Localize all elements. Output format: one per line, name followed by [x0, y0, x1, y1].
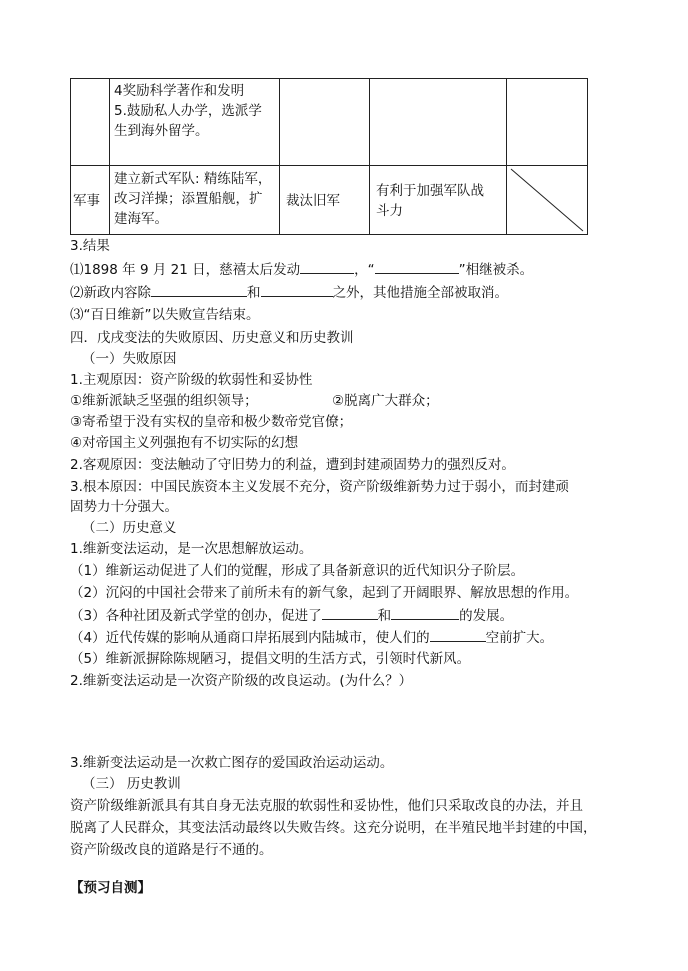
table-cell: [71, 166, 110, 235]
cell-line: 军事: [73, 193, 100, 209]
table-cell: [110, 166, 280, 235]
text: 的发展。: [459, 608, 514, 624]
subsection-heading: （二）历史意义: [82, 520, 177, 536]
diagonal-line: [507, 166, 587, 234]
text-line: 3.根本原因：中国民族资本主义发展不充分，资产阶级维新势力过于弱小，而封建顽: [70, 479, 569, 495]
table-cell: [71, 79, 110, 166]
section-heading: 四．戊戌变法的失败原因、历史意义和历史教训: [70, 330, 354, 346]
subsection-heading: （一）失败原因: [82, 351, 177, 367]
fill-blank-line: [70, 259, 533, 280]
text: ⑵新政内容除: [70, 285, 151, 301]
cell-line: 裁汰旧军: [286, 193, 340, 209]
section-heading: 【预习自测】: [70, 880, 151, 896]
blank[interactable]: [375, 259, 459, 274]
text: 和: [377, 608, 392, 624]
blank[interactable]: [151, 282, 247, 297]
text: ②脱离广大群众；: [332, 393, 439, 409]
text: ⑴1898 年 9 月 21 日，慈禧太后发动: [70, 262, 301, 278]
cell-line: 改习洋操；添置船舰，扩: [114, 191, 263, 207]
blank[interactable]: [261, 282, 333, 297]
cell-line: 建海军。: [114, 211, 168, 227]
subsection-heading: （三） 历史教训: [82, 776, 181, 792]
cell-line: 生到海外留学。: [114, 123, 209, 139]
text-line: （1）维新运动促进了人们的觉醒，形成了具备新意识的近代知识分子阶层。: [70, 563, 525, 579]
text-line: 1.维新变法运动，是一次思想解放运动。: [70, 541, 313, 557]
text-line: 资产阶级改良的道路是行不通的。: [70, 842, 273, 858]
table-cell: [370, 79, 507, 166]
text-line: ⑶“百日维新”以失败宣告结束。: [70, 307, 260, 323]
text: （4）近代传媒的影响从通商口岸拓展到内陆城市，使人们的: [70, 630, 430, 646]
section-heading: 3.结果: [70, 238, 110, 254]
table-cell: [507, 79, 588, 166]
text-line: 3.维新变法运动是一次救亡图存的爱国政治运动运动。: [70, 755, 394, 771]
text: ”相继被杀。: [458, 262, 534, 278]
table-cell: [280, 166, 370, 235]
text-line: 资产阶级维新派具有其自身无法克服的软弱性和妥协性，他们只采取改良的办法，并且: [70, 798, 583, 814]
fill-blank-line: [70, 282, 508, 303]
text-line: 固势力十分强大。: [70, 499, 178, 515]
text: 空前扩大。: [485, 630, 554, 646]
table-row: [71, 79, 588, 166]
text-line: ④对帝国主义列强抱有不切实际的幻想: [70, 435, 299, 451]
text-line: 脱离了人民群众，其变法活动最终以失败告终。这充分说明，在半殖民地半封建的中国，: [70, 820, 597, 836]
text: 和: [247, 285, 261, 301]
text: （3）各种社团及新式学堂的创办，促进了: [70, 608, 322, 624]
blank[interactable]: [300, 259, 354, 274]
text-line: （2）沉闷的中国社会带来了前所未有的新气象，起到了开阔眼界、解放思想的作用。: [70, 585, 579, 601]
table-cell: [280, 79, 370, 166]
text-line: ③寄希望于没有实权的皇帝和极少数帝党官僚；: [70, 414, 353, 430]
text: 之外，其他措施全部被取消。: [332, 285, 508, 301]
text: ，“: [354, 262, 375, 278]
blank[interactable]: [430, 627, 486, 642]
table-cell: [370, 166, 507, 235]
cell-line: 斗力: [376, 203, 403, 219]
reform-table: [70, 78, 588, 235]
fill-blank-line: [70, 605, 513, 626]
cell-line: 有利于加强军队战: [376, 183, 484, 199]
fill-blank-line: [70, 627, 553, 648]
cell-line: 4奖励科学著作和发明: [114, 83, 245, 99]
text-line: 1.主观原因：资产阶级的软弱性和妥协性: [70, 372, 313, 388]
table-cell: [110, 79, 280, 166]
table-cell: [507, 166, 588, 235]
blank[interactable]: [391, 605, 459, 620]
table-row: [71, 166, 588, 235]
text-line: （5）维新派摒除陈规陋习，提倡文明的生活方式，引领时代新风。: [70, 651, 471, 667]
cell-line: 建立新式军队: 精练陆军，: [114, 171, 272, 187]
cell-line: 5.鼓励私人办学，选派学: [114, 103, 262, 119]
text: ①维新派缺乏坚强的组织领导；: [70, 393, 258, 409]
blank[interactable]: [322, 605, 378, 620]
text-line: 2.客观原因：变法触动了守旧势力的利益，遭到封建顽固势力的强烈反对。: [70, 457, 515, 473]
text-line: [70, 391, 439, 411]
text-line: 2.维新变法运动是一次资产阶级的改良运动。(为什么？）: [70, 673, 413, 689]
